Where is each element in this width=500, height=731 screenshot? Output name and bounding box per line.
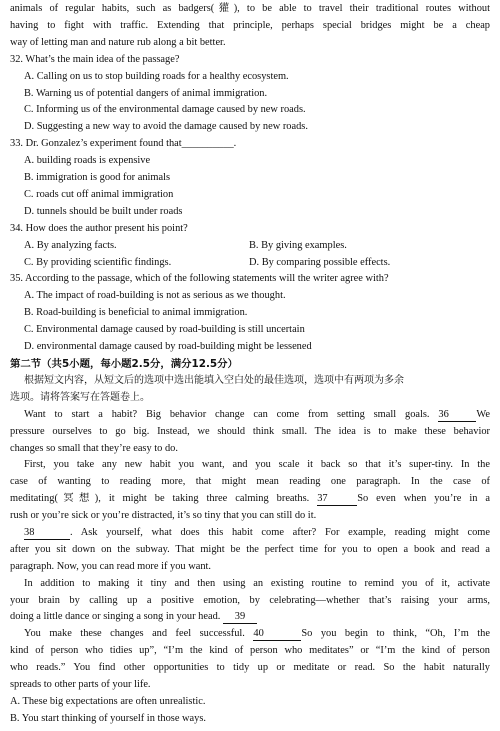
passage-ending xyxy=(10,1,490,52)
text-line: You make these changes and feel successful. 40 So you begin to think, “Oh, I’m the xyxy=(24,628,490,640)
option-c: C. Environmental damage caused by road-building is still uncertain xyxy=(24,324,305,336)
blank-40: 40 xyxy=(253,628,301,641)
option-row xyxy=(10,255,490,272)
text-line: your brain by calling up a positive emotion, by celebrating—whether that’s raising your arms, xyxy=(10,594,490,606)
text-line: pressure ourselves to go big. Instead, we should think small. The idea is to make these behavior xyxy=(10,425,490,437)
option-row xyxy=(10,238,490,255)
question-34 xyxy=(10,221,490,272)
text-line: changes so small that they’re easy to do. xyxy=(10,442,178,454)
text-line: animals of regular habits, such as badgers(獾), to be able to travel their traditional routes without xyxy=(10,3,490,14)
blank-38: 38 xyxy=(24,527,70,540)
text-line: way of letting man and nature rub along a bit better. xyxy=(10,36,226,48)
question-stem: 34. How does the author present his point? xyxy=(10,222,188,234)
option-c: C. By providing scientific findings. xyxy=(24,256,172,268)
question-stem: 33. Dr. Gonzalez’s experiment found that__________. xyxy=(10,138,237,150)
text-line: who reads.” You find other opportunities to tidy up or meditate or read. So the habit naturally xyxy=(10,662,490,674)
text-line: meditating(冥想), it might be taking three calming breaths. 37 So even when you’re in a xyxy=(10,493,490,505)
question-32 xyxy=(10,52,490,137)
text-line: paragraph. Now, you can read more if you want. xyxy=(10,560,212,572)
question-stem: 35. According to the passage, which of the following statements will the writer agree with? xyxy=(10,273,389,285)
option-a: A. Calling on us to stop building roads for a healthy ecosystem. xyxy=(24,70,289,82)
option-a: A. building roads is expensive xyxy=(24,155,151,167)
option-b: B. Road-building is beneficial to animal immigration. xyxy=(24,307,248,319)
text-line: Want to start a habit? Big behavior change can come from setting small goals. 36 We xyxy=(24,408,490,420)
answer-option-b: B. You start thinking of yourself in those ways. xyxy=(10,712,206,724)
blank-37: 37 xyxy=(317,493,357,506)
text-line: after you sit down on the subway. That might be the perfect time for you to open a book and read a xyxy=(10,543,490,555)
option-b: B. Warning us of potential dangers of animal immigration. xyxy=(24,87,268,99)
blank-36: 36 xyxy=(438,409,476,422)
question-33 xyxy=(10,136,490,221)
answer-option-a: A. These big expectations are often unrealistic. xyxy=(10,695,206,707)
option-d: D. By comparing possible effects. xyxy=(249,256,391,268)
option-c: C. roads cut off animal immigration xyxy=(24,188,174,200)
option-b: B. By giving examples. xyxy=(249,239,347,251)
text-line: having to fight with traffic. Extending that principle, perhaps special bridges might be a cheap xyxy=(10,19,490,31)
question-stem: 32. What’s the main idea of the passage? xyxy=(10,53,180,65)
section-instruction: 根据短文内容，从短文后的选项中选出能填入空白处的最佳选项，选项中有两项为多余 xyxy=(24,374,404,386)
option-a: A. By analyzing facts. xyxy=(24,239,117,251)
section-heading: 第二节（共5小题，每小题2.5分，满分12.5分） xyxy=(10,358,238,370)
option-a: A. The impact of road-building is not as serious as we thought. xyxy=(24,290,286,302)
text-line: kind of person who tidies up”, “I’m the kind of person who meditates” or “I’m the kind of person xyxy=(10,645,490,657)
question-35 xyxy=(10,271,490,356)
answer-options xyxy=(10,694,490,728)
text-line: 38 . Ask yourself, what does this habit come after? For example, reading might come xyxy=(24,526,490,538)
option-d: D. environmental damage caused by road-building might be lessened xyxy=(24,341,312,353)
option-d: D. Suggesting a new way to avoid the damage caused by new roads. xyxy=(24,121,308,133)
section-instruction: 选项。请将答案写在答题卷上。 xyxy=(10,391,150,403)
text-line: case of wanting to reading more, that might mean reading one paragraph. In the case of xyxy=(10,476,490,488)
text-line: doing a little dance or singing a song in your head. 39 xyxy=(10,609,490,626)
option-c: C. Informing us of the environmental damage caused by new roads. xyxy=(24,104,306,116)
blank-39: 39 xyxy=(223,611,257,624)
option-b: B. immigration is good for animals xyxy=(24,172,171,184)
text-line: In addition to making it tiny and then using an existing routine to remind you of it, activate xyxy=(24,577,490,589)
text-line: rush or you’re sick or you’re distracted, it’s so tiny that you can still do it. xyxy=(10,510,317,522)
option-d: D. tunnels should be built under roads xyxy=(24,205,183,217)
text-line: First, you take any new habit you want, and you scale it back so that it’s super-tiny. In the xyxy=(24,459,490,471)
text-line: spreads to other parts of your life. xyxy=(10,679,151,691)
cloze-passage xyxy=(10,407,490,694)
